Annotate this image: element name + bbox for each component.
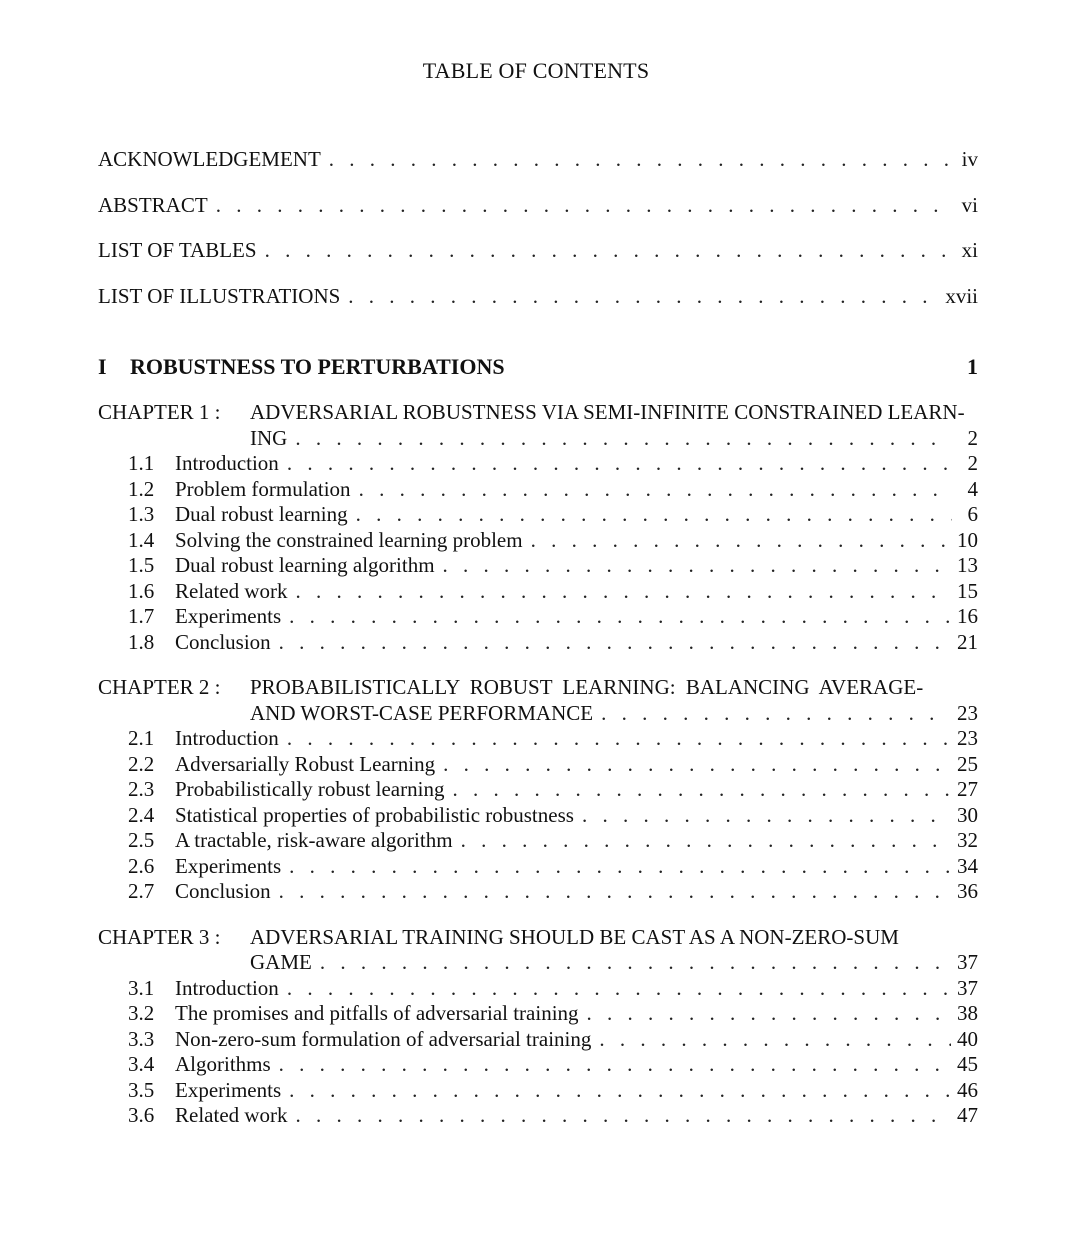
toc-section-entry[interactable]: [128, 777, 978, 802]
section-page: 30: [957, 803, 978, 827]
dot-leader: [461, 828, 951, 853]
toc-section-entry[interactable]: [128, 553, 978, 578]
section-number: 1.1: [128, 451, 155, 475]
chapter-page: 2: [967, 426, 978, 450]
part-page: 1: [967, 354, 978, 379]
section-page: 37: [957, 976, 978, 1000]
section-number: 1.4: [128, 528, 155, 552]
section-title: Probabilistically robust learning: [175, 777, 445, 801]
section-page: 38: [957, 1001, 978, 1025]
section-page: 45: [957, 1052, 978, 1076]
dot-leader: [599, 1027, 951, 1052]
section-page: 25: [957, 752, 978, 776]
section-title: Introduction: [175, 726, 279, 750]
dot-leader: [359, 477, 952, 502]
chapter-page: 23: [957, 701, 978, 725]
section-title: Solving the constrained learning problem: [175, 528, 523, 552]
chapter-heading[interactable]: [98, 925, 978, 950]
section-number: 2.6: [128, 854, 155, 878]
chapter-title-line2: GAME: [250, 950, 312, 974]
section-number: 1.7: [128, 604, 155, 628]
section-title: Introduction: [175, 976, 279, 1000]
section-number: 2.2: [128, 752, 155, 776]
dot-leader: [296, 1103, 951, 1128]
section-page: 4: [967, 477, 978, 501]
section-page: 6: [967, 502, 978, 526]
toc-section-entry[interactable]: [128, 451, 978, 476]
dot-leader: [356, 502, 952, 527]
section-page: 10: [957, 528, 978, 552]
toc-section-entry[interactable]: [128, 579, 978, 604]
toc-entry-page: vi: [961, 193, 978, 217]
toc-entry-page: xi: [961, 238, 978, 262]
dot-leader: [216, 193, 952, 218]
section-number: 1.3: [128, 502, 155, 526]
section-page: 40: [957, 1027, 978, 1051]
section-title: Problem formulation: [175, 477, 351, 501]
section-page: 27: [957, 777, 978, 801]
toc-section-entry[interactable]: [128, 1027, 978, 1052]
section-number: 3.2: [128, 1001, 155, 1025]
chapter-title-line2: ING: [250, 426, 288, 450]
dot-leader: [295, 426, 952, 451]
toc-entry-page: iv: [961, 147, 978, 171]
toc-entry-list-of-illustrations[interactable]: [98, 284, 978, 309]
toc-section-entry[interactable]: [128, 1052, 978, 1077]
dot-leader: [279, 879, 951, 904]
section-title: Non-zero-sum formulation of adversarial training: [175, 1027, 592, 1051]
toc-section-entry[interactable]: [128, 1078, 978, 1103]
chapter-heading-continued[interactable]: [250, 701, 978, 726]
toc-section-entry[interactable]: [128, 803, 978, 828]
toc-section-entry[interactable]: [128, 854, 978, 879]
dot-leader: [265, 238, 952, 263]
section-page: 32: [957, 828, 978, 852]
toc-section-entry[interactable]: [128, 726, 978, 751]
dot-leader: [287, 976, 951, 1001]
section-title: Statistical properties of probabilistic robustness: [175, 803, 574, 827]
toc-section-entry[interactable]: [128, 1001, 978, 1026]
section-title: Conclusion: [175, 630, 271, 654]
section-number: 2.1: [128, 726, 155, 750]
chapter-title-line2: AND WORST-CASE PERFORMANCE: [250, 701, 594, 725]
section-title: Algorithms: [175, 1052, 271, 1076]
section-title: Experiments: [175, 1078, 282, 1102]
section-title: A tractable, risk-aware algorithm: [175, 828, 453, 852]
chapter-label: CHAPTER 2 :: [98, 675, 221, 699]
section-title: Related work: [175, 579, 288, 603]
dot-leader: [443, 553, 951, 578]
section-title: Experiments: [175, 604, 282, 628]
section-number: 1.2: [128, 477, 155, 501]
toc-section-entry[interactable]: [128, 1103, 978, 1128]
part-numeral: I: [98, 354, 107, 379]
section-title: Dual robust learning algorithm: [175, 553, 435, 577]
page-title: TABLE OF CONTENTS: [422, 58, 650, 83]
dot-leader: [296, 579, 951, 604]
section-number: 2.3: [128, 777, 155, 801]
section-number: 1.5: [128, 553, 155, 577]
section-title: Experiments: [175, 854, 282, 878]
section-page: 36: [957, 879, 978, 903]
section-page: 2: [967, 451, 978, 475]
dot-leader: [279, 630, 951, 655]
chapter-heading[interactable]: [98, 400, 978, 425]
chapter-title-line1: PROBABILISTICALLY ROBUST LEARNING: BALANCING AVERAGE-: [250, 675, 924, 699]
section-number: 2.7: [128, 879, 155, 903]
toc-entry-label: LIST OF TABLES: [98, 238, 257, 262]
toc-entry-label: LIST OF ILLUSTRATIONS: [98, 284, 341, 308]
section-number: 3.4: [128, 1052, 155, 1076]
section-page: 21: [957, 630, 978, 654]
chapter-label: CHAPTER 3 :: [98, 925, 221, 949]
dot-leader: [287, 726, 951, 751]
toc-section-entry[interactable]: [128, 528, 978, 553]
toc-part-entry[interactable]: [98, 354, 978, 379]
toc-entry-page: xvii: [945, 284, 978, 308]
chapter-title-line1: ADVERSARIAL ROBUSTNESS VIA SEMI-INFINITE CONSTRAINED LEARN-: [250, 400, 965, 424]
section-page: 13: [957, 553, 978, 577]
section-page: 15: [957, 579, 978, 603]
section-number: 3.6: [128, 1103, 155, 1127]
toc-entry-label: ACKNOWLEDGEMENT: [98, 147, 321, 171]
dot-leader: [320, 950, 951, 975]
dot-leader: [289, 854, 951, 879]
toc-section-entry[interactable]: [128, 630, 978, 655]
toc-section-entry[interactable]: [128, 879, 978, 904]
dot-leader: [452, 777, 951, 802]
dot-leader: [582, 803, 951, 828]
dot-leader: [289, 1078, 951, 1103]
dot-leader: [443, 752, 951, 777]
section-title: The promises and pitfalls of adversarial training: [175, 1001, 579, 1025]
section-title: Conclusion: [175, 879, 271, 903]
section-page: 23: [957, 726, 978, 750]
section-number: 2.4: [128, 803, 155, 827]
chapter-heading[interactable]: [98, 675, 978, 700]
section-page: 46: [957, 1078, 978, 1102]
section-page: 47: [957, 1103, 978, 1127]
chapter-heading-continued[interactable]: [250, 426, 978, 451]
section-number: 3.1: [128, 976, 155, 1000]
section-page: 16: [957, 604, 978, 628]
chapter-page: 37: [957, 950, 978, 974]
dot-leader: [279, 1052, 951, 1077]
toc-entry-abstract[interactable]: [98, 193, 978, 218]
section-number: 2.5: [128, 828, 155, 852]
toc-section-entry[interactable]: [128, 477, 978, 502]
toc-section-entry[interactable]: [128, 976, 978, 1001]
part-title: ROBUSTNESS TO PERTURBATIONS: [130, 354, 505, 379]
toc-section-entry[interactable]: [128, 752, 978, 777]
section-title: Related work: [175, 1103, 288, 1127]
chapter-heading-continued[interactable]: [250, 950, 978, 975]
section-page: 34: [957, 854, 978, 878]
toc-section-entry[interactable]: [128, 502, 978, 527]
toc-section-entry[interactable]: [128, 828, 978, 853]
dot-leader: [329, 147, 952, 172]
dot-leader: [601, 701, 951, 726]
dot-leader: [289, 604, 951, 629]
section-number: 1.6: [128, 579, 155, 603]
section-title: Dual robust learning: [175, 502, 348, 526]
dot-leader: [587, 1001, 951, 1026]
section-title: Introduction: [175, 451, 279, 475]
section-title: Adversarially Robust Learning: [175, 752, 436, 776]
dot-leader: [531, 528, 951, 553]
chapter-label: CHAPTER 1 :: [98, 400, 221, 424]
section-number: 1.8: [128, 630, 155, 654]
section-number: 3.3: [128, 1027, 155, 1051]
chapter-title-line1: ADVERSARIAL TRAINING SHOULD BE CAST AS A NON-ZERO-SUM: [250, 925, 899, 949]
toc-entry-acknowledgement[interactable]: [98, 147, 978, 172]
dot-leader: [348, 284, 939, 309]
dot-leader: [287, 451, 952, 476]
toc-entry-label: ABSTRACT: [98, 193, 208, 217]
toc-section-entry[interactable]: [128, 604, 978, 629]
toc-entry-list-of-tables[interactable]: [98, 238, 978, 263]
section-number: 3.5: [128, 1078, 155, 1102]
